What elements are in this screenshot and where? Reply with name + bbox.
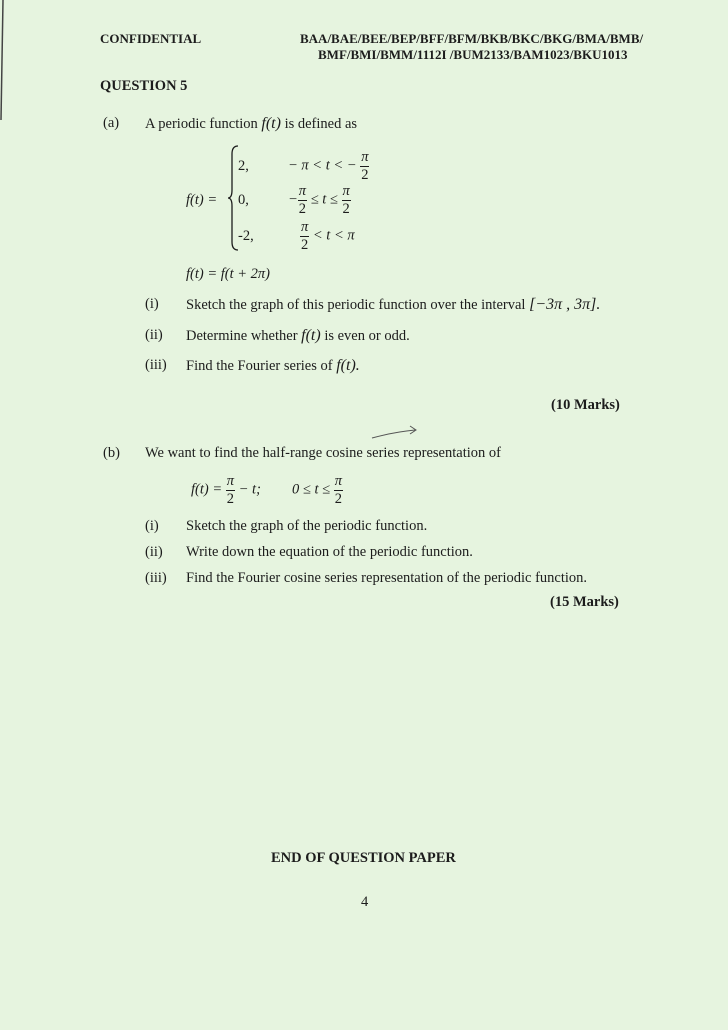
part-a-item-2-text: Determine whether f(t) is even or odd.	[186, 327, 410, 344]
part-b-item-2-label: (ii)	[145, 544, 163, 560]
part-b-item-2-text: Write down the equation of the periodic function.	[186, 544, 473, 560]
course-codes-line-2: BMF/BMI/BMM/1112I /BUM2133/BAM1023/BKU1013	[318, 47, 628, 62]
part-b-domain: 0 ≤ t ≤ $\frac{\pi}{2}$	[292, 473, 342, 507]
part-b-item-3-label: (iii)	[145, 570, 167, 586]
part-a-item-2-label: (ii)	[145, 327, 163, 343]
part-b-function: f(t) = $\frac{\pi}{2}$ − t;	[191, 473, 261, 507]
end-of-paper: END OF QUESTION PAPER	[271, 850, 456, 866]
question-title: QUESTION 5	[100, 78, 188, 94]
periodicity-condition: f(t) = f(t + 2π)	[186, 266, 271, 282]
part-b-item-1-text: Sketch the graph of the periodic function.	[186, 518, 428, 534]
part-a-intro: A periodic function f(t) is defined as	[145, 115, 358, 132]
piecewise-lhs: f(t) =	[186, 192, 218, 208]
part-b-marks: (15 Marks)	[550, 594, 619, 610]
case-2-value: 0,	[238, 192, 249, 208]
part-a-item-3-label: (iii)	[145, 357, 167, 373]
margin-mark	[0, 0, 4, 120]
confidential-label: CONFIDENTIAL	[100, 31, 202, 46]
part-b-item-3-text: Find the Fourier cosine series representation of the periodic function.	[186, 570, 588, 586]
part-b-intro: We want to find the half-range cosine series representation of	[145, 445, 501, 461]
part-a-label: (a)	[103, 115, 120, 131]
pencil-arrow-mark	[370, 424, 420, 442]
course-codes-line-1: BAA/BAE/BEE/BEP/BFF/BFM/BKB/BKC/BKG/BMA/BMB/	[300, 31, 644, 46]
part-a-item-3-text: Find the Fourier series of f(t).	[186, 357, 360, 374]
part-a-item-1-label: (i)	[145, 296, 159, 312]
part-a-item-1-text: Sketch the graph of this periodic function over the interval [−3π , 3π].	[186, 296, 601, 313]
case-3-value: -2,	[238, 228, 254, 244]
case-1-value: 2,	[238, 158, 249, 174]
part-b-label: (b)	[103, 445, 120, 461]
case-1-condition: − π < t < − $\frac{\pi}{2}$	[288, 149, 369, 183]
case-3-condition: $\frac{\pi}{2}$ < t < π	[301, 219, 355, 253]
page-number: 4	[361, 894, 369, 910]
case-2-condition: − $\frac{\pi}{2}$ ≤ t ≤ $\frac{\pi}{2}$	[288, 183, 350, 217]
part-b-item-1-label: (i)	[145, 518, 159, 534]
part-a-marks: (10 Marks)	[551, 397, 620, 413]
